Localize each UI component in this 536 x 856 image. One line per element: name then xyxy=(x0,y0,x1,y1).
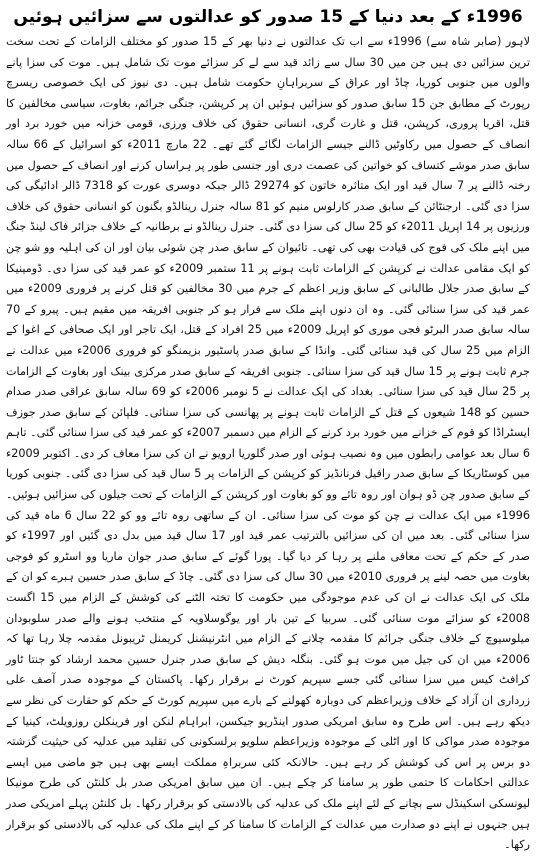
article-body: لاہور (صابر شاہ سے) 1996ء سے اب تک عدالتوں نے دنیا بھر کے 15 صدور کو مختلف الزامات کے تحت سخت ترین سزائیں دی ہیں جن میں 30 سال سے زائد قید سے لے کر سزائے موت تک شامل ہیں۔ موت کی سزا پانے والوں میں جنوبی کوریا، چاڈ اور عراق کے سربراہانِ حکومت شامل ہیں۔ دی نیوز کی ایک خصوصی ریسرچ رپورٹ کے مطابق جن 15 سابق صدور کو سزائیں ہوئیں ان پر کرپشن، جنگی جرائم، بغاوت، سیاسی مخالفین کا قتل، اقربا پروری، کرپشن، قتل و غارت گری، انسانی حقوق کی خلاف ورزی، قومی خزانہ میں خورد برد اور انصاف کے حصول میں رکاوٹیں ڈالنے جیسے الزامات لگائے گئے تھے۔ 22 مارچ 2011ء کو اسرائیل کے 66 سالہ سابق صدر موشے کتساف کو خواتین کی عصمت دری اور جنسی طور پر ہراساں کرنے اور انصاف کے حصول میں رخنہ ڈالنے پر 7 سال قید اور ایک متاثرہ خاتون کو 29274 ڈالر جبکہ دوسری عورت کو 7318 ڈالر ادائیگی کی سزا دی گئی۔ ارجنٹائن کے سابق صدر کارلوس منیم کو 81 سالہ جنرل رینالڈو بگنون کو انسانی حقوق کی خلاف ورزیوں پر 14 اپریل 2011ء کو 25 سال کی سزا دی گئی۔ جنرل رینالڈو نے برطانیہ کے خلاف جزائر فاک لینڈ جنگ میں اپنے ملک کی فوج کی قیادت بھی کی تھی۔ تائیوان کے سابق صدر چن شوئی بیان اور ان کی اہلیہ وو شو چن کو ایک مقامی عدالت نے کرپشن کے الزامات ثابت ہونے پر 11 ستمبر 2009ء کو عمر قید کی سزا دی۔ ڈومینیکا کے سابق صدر جلال طالبانی کے سابق وزیر اعظم کے جرم میں 30 مخالفین کو قتل کرنے پر فروری 2009ء میں عمر قید کی سزا سنائی گئی۔ وہ ان دنوں اپنے ملک سے فرار ہو کر جنوبی افریقہ میں مقیم ہیں۔ پیرو کے 70 سالہ سابق صدر البرٹو فجی موری کو اپریل 2009ء میں 25 افراد کے قتل، ایک تاجر اور ایک صحافی کے اغوا کے الزام میں 25 سال کی قید سنائی گئی۔ وانڈا کے سابق صدر پاسٹیور بزیمنگو کو فروری 2006ء میں عدالت نے جرم ثابت ہونے پر 15 سال قید کی سزا سنائی۔ جنوبی افریقہ کے سابق صدر مرکزی بینک اور بغاوت کے الزامات پر 25 سال قید کی سزا سنائی۔ بغداد کی ایک عدالت نے 5 نومبر 2006ء کو 69 سالہ سابق عراقی صدر صدام حسین کو 148 شیعوں کے قتل کے الزامات ثابت ہونے پر پھانسی کی سزا سنائی۔ فلپائن کے سابق صدر جوزف ایسٹراڈا کو قوم کے خزانے میں خورد برد کرنے کے الزام میں دسمبر 2007ء کو عمر قید کی سزا سنائی گئی۔ تاہم 6 سال بعد عوامی رابطوں میں وہ نصیب ہوئی اور صدر گلوریا ارویو نے ان کی سزا معاف کر دی۔ اکتوبر 2009ء میں کوسٹاریکا کے سابق صدر رافیل فرنانڈیز کو کرپشن کے الزامات پر 5 سال قید کی سزا دی گئی۔ جنوبی کوریا کے سابق صدور چن ڈو ہوان اور روہ تائے وو کو بغاوت اور کرپشن کے الزامات کے تحت جیلوں کی سزائیں ہوئیں۔ 1996ء میں ایک عدالت نے چن کو موت کی سزا سنائی۔ ان کے ساتھی روہ تائے وو کو 22 سال 6 ماہ قید کی سزا سنائی گئی۔ بعد میں ان کی سزائیں بالترتیب عمر قید اور 17 سال قید میں بدل دی گئیں اور 1997ء کو صدر کے حکم کے تحت معافی ملنے پر رہا کر دیا گیا۔ پورا گوئے کے سابق صدر جوان ماریا وو اسٹرو کو فوجی بغاوت میں حصہ لینے پر فروری 2010ء میں 30 سال کی سزا دی گئی۔ چاڈ کے سابق صدر حسین ہبرے کو ان کے ملک کی ایک عدالت نے ان کی عدم موجودگی میں حکومت کا تختہ الٹنے کی کوشش کے الزام میں 15 اگست 2008ء کو سزائے موت سنائی گئی۔ سربیا کے تین بار اور یوگوسلاویہ کے منتخب ہونے والے صدر سلوبودان میلوسیوچ کے خلاف جنگی جرائم کا مقدمہ چلانے کے الزام میں انٹرنیشنل کریمنل ٹریبونل مقدمہ چلا رہا تھا کہ 2006ء میں ان کی جیل میں موت ہو گئی۔ بنگلہ دیش کے سابق صدر جنرل حسین محمد ارشاد کو جنتا ٹاور کرافٹ کیس میں سزا سنائی گئی جسے سپریم کورٹ نے برقرار رکھا۔ پاکستان کے موجودہ صدر آصف علی زرداری ان آزاد کے خلاف وزیراعظم کی دوبارہ کھولنے کے بارے میں سپریم کورٹ کے حکم کو حقارت کی نظر سے دیکھ رہے ہیں۔ اس طرح وہ سابق امریکی صدور اینڈریو جیکسن، ابراہام لنکن اور فرینکلن روزویلٹ، کینیا کے موجودہ صدر مواکی کا اور اٹلی کے موجودہ وزیراعظم سلویو برلسکونی کی تقلید میں عدلیہ کی حیثیت گزشتہ دو برس پر اس کی کوشش کر رہے ہیں۔ حالانکہ کئی سربراہِ مملکت ایسے بھی ہیں جو ماضی میں ایسے عدالتی احکامات کا حتمی طور پر سامنا کر چکے ہیں۔ ان میں سابق امریکی صدر بل کلنٹن کی طرح مونیکا لیونسکی اسکینڈل سے بچانے کے لئے اپنے ملک کی عدلیہ کی بالادستی کو برقرار رکھا۔ بل کلنٹن پہلے امریکی صدر ہیں جنہوں نے اپنے دو صدارت میں عدالت کے الزامات کا سامنا کر کے اپنے ملک کی عدلیہ کی بالادستی کو برقرار رکھا۔ xyxy=(6,35,531,852)
article-headline: 1996ء کے بعد دنیا کے 15 صدور کو عدالتوں سے سزائیں ہوئیں xyxy=(13,7,523,27)
